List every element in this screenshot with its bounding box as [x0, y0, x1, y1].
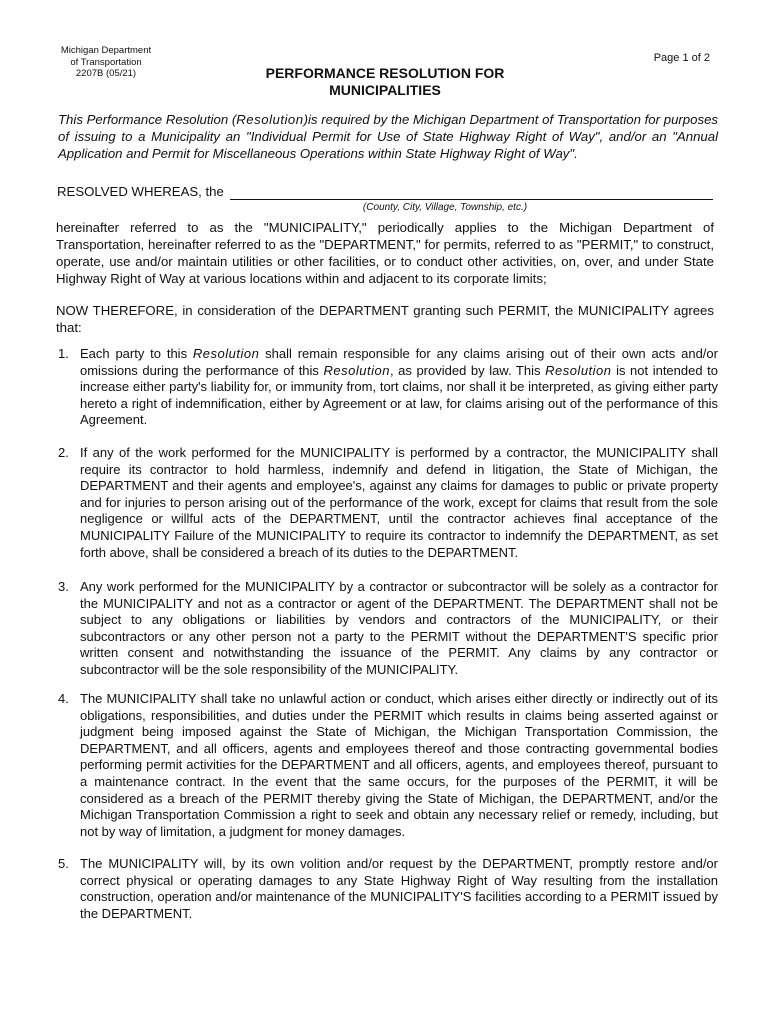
list-item-3 — [56, 579, 718, 679]
page-number: Page 1 of 2 — [653, 52, 710, 64]
form-number: 2207B (05/21) — [75, 68, 137, 79]
item-number: 1. — [58, 346, 69, 361]
agency-name-line2: of Transportation — [70, 56, 142, 68]
intro-text-start: This Performance Resolution ( — [58, 112, 237, 127]
resolution-term: Resolution — [236, 112, 304, 127]
list-item-2 — [56, 445, 718, 561]
item-text: The MUNICIPALITY shall take no unlawful action or conduct, which arises either directly or indirectly out of its obligations, responsibilities, and duties under the PERMIT which results in claims being asserted against or judgment being imposed against the State of Michigan, the Michigan Transportation Commission, the DEPARTMENT, and all officers, agents and employees thereof and those contracting governmental bodies performing permit activities for the DEPARTMENT and all officers, agents, and employees thereof, pursuant to a maintenance contract. In the event that the same occurs, for the purposes of the PERMIT, it will be considered as a breach of the PERMIT thereby giving the State of Michigan, the DEPARTMENT, and/or the Michigan Transportation Commission a right to seek and obtain any necessary relief or remedy, including, but not by way of limitation, a judgment for money damages. — [80, 691, 718, 839]
item-number: 4. — [58, 691, 69, 706]
item-number: 3. — [58, 579, 69, 594]
hereinafter-paragraph: hereinafter referred to as the "MUNICIPALITY," periodically applies to the Michigan Department of Transportation, hereinafter referred to as the "DEPARTMENT," for permits, referred to as "PERMIT," to construct, operate, use and/or maintain utilities or other facilities, or to conduct other activities, on, over, and under State Highway Right of Way at various locations within and adjacent to its corporate limits; — [56, 220, 714, 286]
item-number: 2. — [58, 445, 69, 460]
title-line1: PERFORMANCE RESOLUTION FOR — [265, 65, 505, 81]
resolution-term: Resolution — [545, 362, 612, 378]
item-text: The MUNICIPALITY will, by its own volition and/or request by the DEPARTMENT, promptly restore and/or correct physical or operating damages to any State Highway Right of Way resulting from the installation construction, operation and/or maintenance of the MUNICIPALITY'S facilities according to a PERMIT issued by the DEPARTMENT. — [80, 856, 718, 921]
blank-caption: (County, City, Village, Township, etc.) — [362, 202, 528, 213]
agency-block — [56, 45, 156, 80]
list-item-5 — [56, 856, 718, 922]
intro-text-end: )is required by the Michigan Department of Transportation for purposes of issuing to a Municipality an "Individual Permit for Use of State Highway Right of Way", and/or an "Annual Application and Permit for Miscellaneous Operations within State Highway Right of Way". — [58, 112, 718, 161]
resolved-label: RESOLVED WHEREAS, the — [57, 184, 224, 199]
municipality-name-blank[interactable] — [230, 199, 713, 200]
list-item-4 — [56, 691, 718, 840]
intro-paragraph — [58, 111, 718, 162]
document-title — [200, 65, 570, 99]
now-therefore-paragraph: NOW THEREFORE, in consideration of the DEPARTMENT granting such PERMIT, the MUNICIPALITY agrees that: — [56, 303, 714, 335]
item-text: Any work performed for the MUNICIPALITY by a contractor or subcontractor will be solely as a contractor for the MUNICIPALITY and not as a contractor or agent of the DEPARTMENT. The DEPARTMENT shall not be subject to any obligations or liabilities by vendors and contractors of the MUNICIPALITY, or their subcontractors or any other person not a party to the PERMIT without the DEPARTMENT'S specific prior written consent and notwithstanding the issuance of the PERMIT. Any claims by any contractor or subcontractor will be the sole responsibility of the MUNICIPALITY. — [80, 579, 718, 677]
resolution-term: Resolution — [192, 346, 260, 361]
agency-name-line1: Michigan Department — [60, 45, 152, 56]
title-line2: MUNICIPALITIES — [329, 82, 441, 98]
resolution-term: Resolution — [323, 362, 390, 378]
item-text: If any of the work performed for the MUNICIPALITY is performed by a contractor, the MUNICIPALITY shall require its contractor to hold harmless, indemnify and defend in litigation, the State of Michigan, the DEPARTMENT and their agents and employee's, against any claims for damages to public or private property and for injuries to person arising out of the performance of the work, except for claims that result from the sole negligence or willful acts of the DEPARTMENT, until the contractor achieves final acceptance of the MUNICIPALITY Failure of the MUNICIPALITY to require its contractor to indemnify the DEPARTMENT, as set forth above, shall be considered a breach of its duties to the DEPARTMENT. — [80, 445, 718, 560]
item-number: 5. — [58, 856, 69, 871]
list-item-1: 1. Each party to this Resolution shall remain responsible for any claims arising out of their own acts and/or omissions during the performance of this Resolution, as provided by law. This Resolution is not intended to increase either party's liability for, or immunity from, tort claims, nor shall it be interpreted, as giving either party hereto a right of indemnification, either by Agreement or at law, for claims arising out of the performance of this Agreement. — [58, 346, 718, 428]
